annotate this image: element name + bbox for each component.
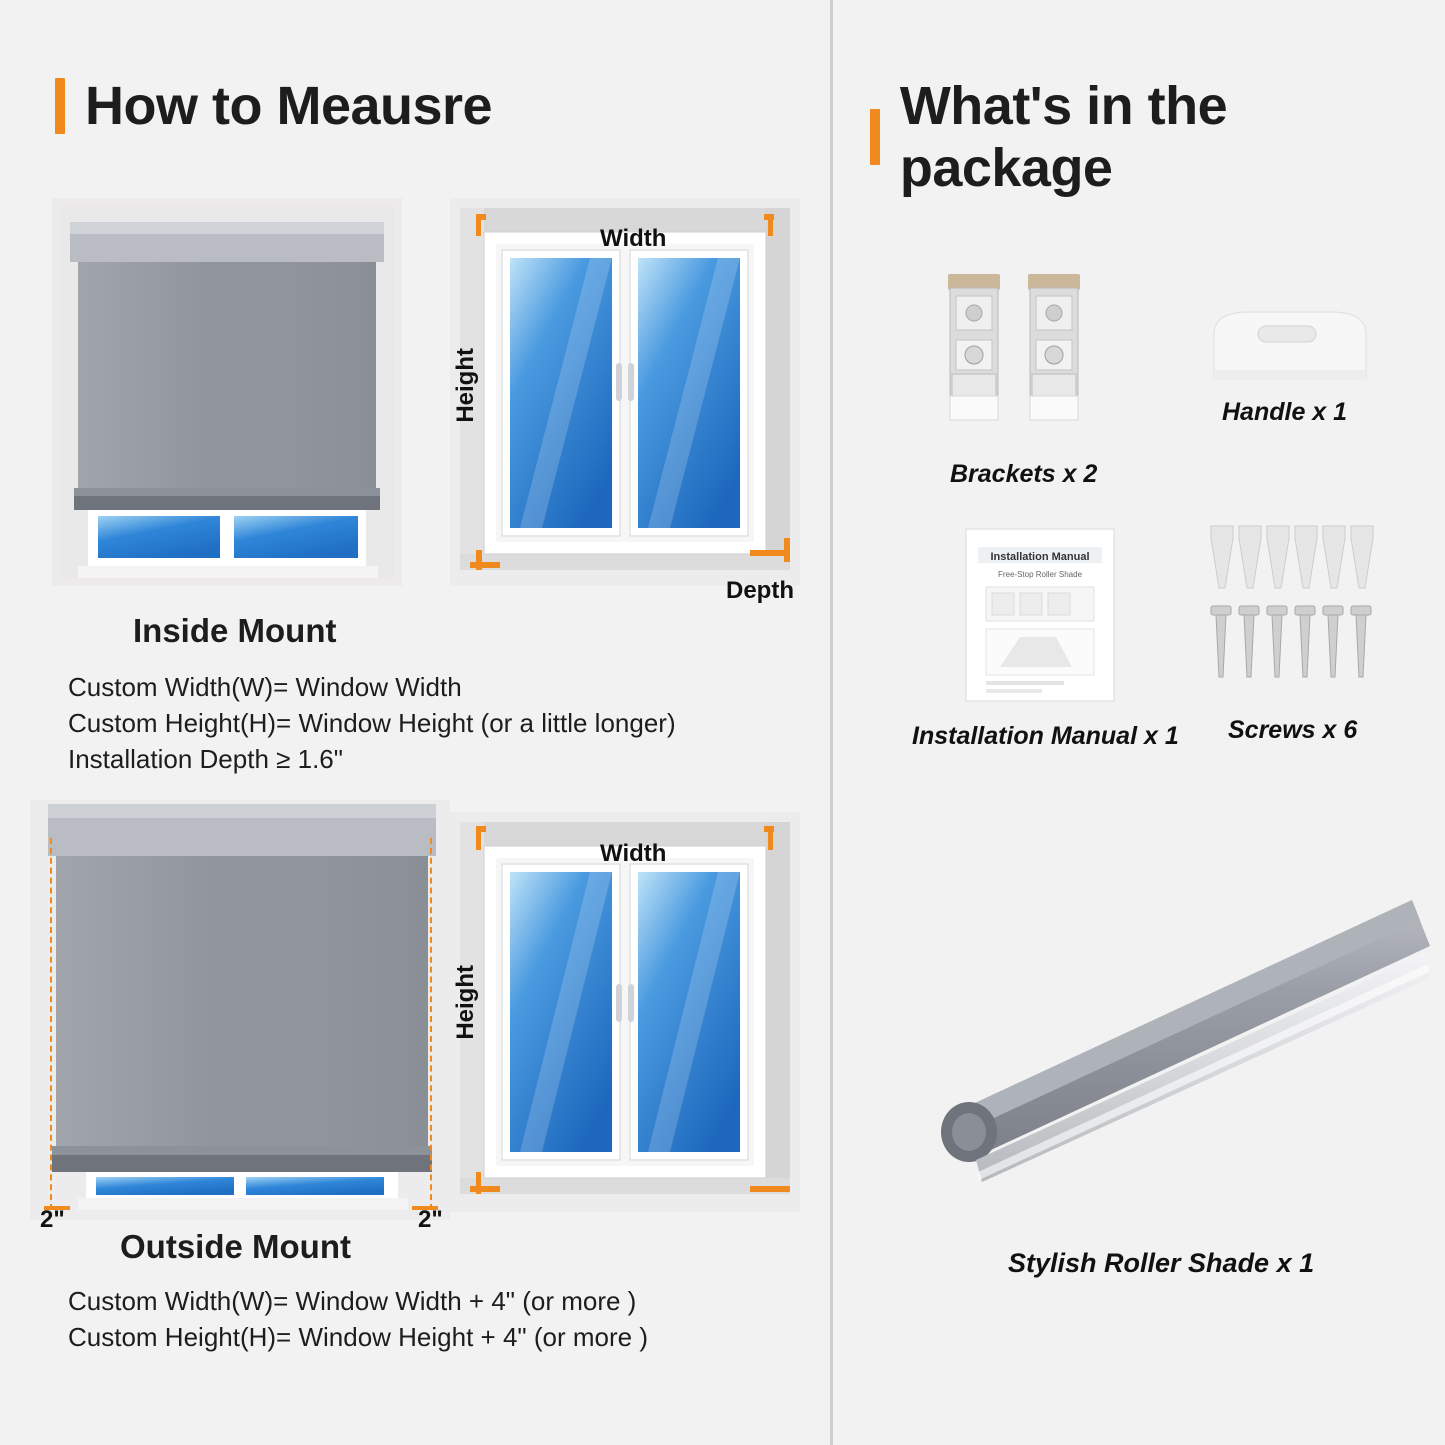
inside-width-label: Width [600,225,667,252]
outside-left-dash [50,838,52,1210]
manual-label: Installation Manual x 1 [912,722,1179,750]
outside-height-label: Height [452,965,479,1040]
outside-mount-caption: Outside Mount [120,1228,351,1265]
bracket-icon [930,262,1120,452]
screws-illustration [1205,520,1385,690]
inside-line-3: Installation Depth ≥ 1.6" [68,744,343,774]
accent-bar-right [870,109,880,165]
handle-label: Handle x 1 [1222,398,1348,426]
svg-text:Installation Manual: Installation Manual [990,551,1090,563]
outside-window-svg [450,812,800,1212]
brackets-illustration [930,262,1120,452]
right-heading [870,75,1445,199]
inside-window-svg [450,198,800,586]
outside-left-margin-label: 2" [40,1206,65,1233]
screws-label: Screws x 6 [1228,716,1358,744]
roller-shade-illustration [900,860,1430,1200]
inside-mount-caption: Inside Mount [133,612,337,649]
inside-mount-svg [52,198,402,586]
outside-line-2: Custom Height(H)= Window Height + 4" (or more ) [68,1322,648,1352]
outside-right-margin-label: 2" [418,1206,443,1233]
outside-line-1: Custom Width(W)= Window Width + 4" (or more ) [68,1286,637,1316]
inside-line-2: Custom Height(H)= Window Height (or a little longer) [68,708,676,738]
manual-icon [960,525,1120,705]
handle-icon [1200,300,1380,390]
right-heading-text: What's in the package [899,76,1228,198]
roller-shade-label: Stylish Roller Shade x 1 [1008,1248,1315,1278]
left-heading-text: How to Meausre [85,76,493,136]
inside-line-1: Custom Width(W)= Window Width [68,672,462,702]
svg-text:Free-Stop Roller Shade: Free-Stop Roller Shade [997,570,1083,579]
inside-mount-shade-illustration [52,198,402,586]
column-divider [830,0,833,1445]
inside-height-label: Height [452,348,479,423]
accent-bar-left [55,78,65,134]
outside-mount-svg [30,800,450,1220]
outside-mount-window-diagram [450,812,800,1212]
inside-mount-window-diagram [450,198,800,586]
outside-mount-shade-illustration [30,800,450,1220]
inside-depth-label: Depth [726,577,794,604]
roller-shade-icon [900,860,1430,1200]
screw-icon [1205,520,1385,690]
outside-width-label: Width [600,840,667,867]
handle-illustration [1200,300,1380,390]
outside-right-dash [430,838,432,1210]
brackets-label: Brackets x 2 [950,460,1098,488]
manual-illustration [960,525,1120,705]
left-heading [55,75,492,137]
